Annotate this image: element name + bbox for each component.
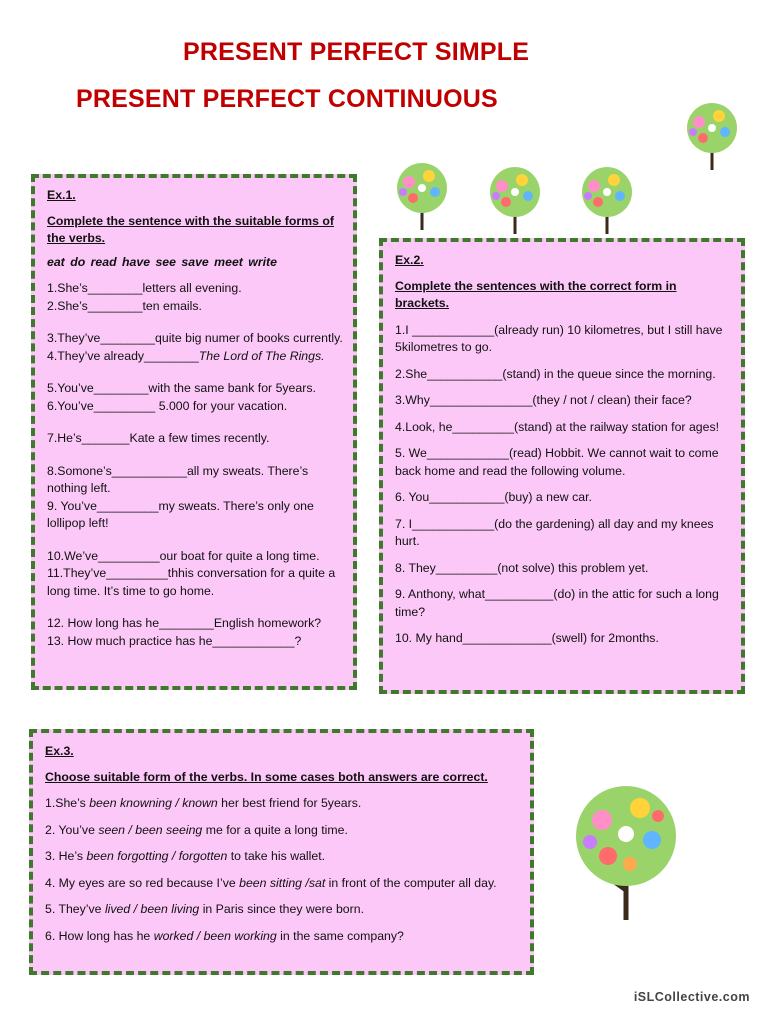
ex3-item <box>45 795 520 813</box>
ex1-item: 6.You’ve_________ 5.000 for your vacation. <box>47 398 288 413</box>
exercise-3-label: Ex.3. <box>45 744 74 758</box>
ex1-item: 10.We’ve_________our boat for quite a long time. <box>47 548 320 563</box>
ex2-item: 1.I ____________(already run) 10 kilometres, but I still have 5kilometres to go. <box>395 322 723 354</box>
ex3-item-pre: 3. He’s <box>45 849 87 863</box>
title-present-perfect-simple: PRESENT PERFECT SIMPLE <box>183 38 530 66</box>
site-credit: iSLCollective.com <box>633 990 750 1004</box>
ex3-item-post: me for a quite a long time. <box>202 822 348 837</box>
ex3-item-pre: 1.She’s <box>45 796 90 810</box>
ex3-item-pre: 5. They’ve <box>45 902 105 916</box>
tree-illustration-4 <box>679 100 745 172</box>
exercise-2-instruction: Complete the sentences with the correct form in brackets. <box>395 278 677 310</box>
ex3-item-choice: lived / been living <box>104 902 200 916</box>
exercise-2-box <box>379 238 745 694</box>
exercise-1-instruction: Complete the sentence with the suitable forms of the verbs. <box>47 213 334 245</box>
ex1-item: 12. How long has he________English homework? <box>47 616 322 630</box>
ex2-item: 7. I____________(do the gardening) all day and my knees hurt. <box>395 516 714 548</box>
ex2-item: 6. You___________(buy) a new car. <box>395 490 592 504</box>
ex1-item: 2.She’s________ten emails. <box>47 298 202 313</box>
ex3-item <box>45 848 520 866</box>
ex1-item-text: 4.They’ve already________ <box>47 348 199 363</box>
ex3-item-choice: been forgotting / forgotten <box>86 849 228 863</box>
tree-illustration-3 <box>574 164 640 236</box>
tree-illustration-2 <box>482 164 548 236</box>
ex1-item: 8.Somone’s___________all my sweats. There’s nothing left. <box>47 463 309 495</box>
ex3-item <box>45 928 520 946</box>
ex3-item-choice: worked / been working <box>153 928 277 943</box>
ex3-item-post: in front of the computer all day. <box>325 875 497 890</box>
ex1-item <box>47 348 343 366</box>
ex1-item-book-title: The Lord of The Rings. <box>198 348 325 363</box>
exercise-3-box <box>29 729 534 975</box>
ex1-item: 7.He’s_______Kate a few times recently. <box>47 431 270 445</box>
exercise-1-label: Ex.1. <box>47 188 76 202</box>
ex3-item-pre: 4. My eyes are so red because I’ve <box>45 875 240 890</box>
ex3-item-post: to take his wallet. <box>227 849 326 863</box>
ex3-item-choice: seen / been seeing <box>98 822 203 837</box>
ex2-item: 8. They_________(not solve) this problem yet. <box>395 560 649 575</box>
ex3-item-post: in the same company? <box>276 928 404 943</box>
ex3-item-pre: 6. How long has he <box>45 928 154 943</box>
exercise-1-box <box>31 174 357 690</box>
tree-illustration-large <box>568 780 684 922</box>
ex3-item-choice: been sitting /sat <box>239 875 326 890</box>
ex1-item: 13. How much practice has he____________? <box>47 633 302 648</box>
ex2-item: 10. My hand_____________(swell) for 2months. <box>395 631 659 645</box>
ex2-item: 3.Why_______________(they / not / clean) their face? <box>395 393 692 407</box>
exercise-1-word-bank: eat do read have see save meet write <box>47 254 277 269</box>
ex2-item: 2.She___________(stand) in the queue since the morning. <box>395 366 716 381</box>
tree-illustration-1 <box>389 160 455 232</box>
ex1-item: 5.You’ve________with the same bank for 5years. <box>47 381 316 395</box>
ex2-item: 4.Look, he_________(stand) at the railway station for ages! <box>395 419 720 434</box>
exercise-2-label: Ex.2. <box>395 253 424 267</box>
ex3-item-post: her best friend for 5years. <box>217 796 362 810</box>
exercise-3-instruction: Choose suitable form of the verbs. In some cases both answers are correct. <box>45 769 488 784</box>
ex3-item-choice: been knowning / known <box>89 796 218 810</box>
ex2-item: 5. We____________(read) Hobbit. We cannot wait to come back home and read the following volume. <box>395 446 719 478</box>
ex1-item: 11.They’ve_________thhis conversation for a quite a long time. It’s time to go home. <box>47 566 336 598</box>
ex1-item: 9. You’ve_________my sweats. There’s only one lollipop left! <box>47 498 314 530</box>
ex3-item <box>45 822 520 840</box>
ex3-item <box>45 901 520 919</box>
ex3-item <box>45 875 520 893</box>
ex1-item: 1.She’s________letters all evening. <box>47 281 242 295</box>
ex3-item-post: in Paris since they were born. <box>199 902 364 916</box>
ex3-item-pre: 2. You’ve <box>45 822 99 837</box>
title-present-perfect-continuous: PRESENT PERFECT CONTINUOUS <box>76 85 498 113</box>
ex1-item: 3.They’ve________quite big numer of books currently. <box>47 331 343 345</box>
ex2-item: 9. Anthony, what__________(do) in the attic for such a long time? <box>395 587 719 619</box>
